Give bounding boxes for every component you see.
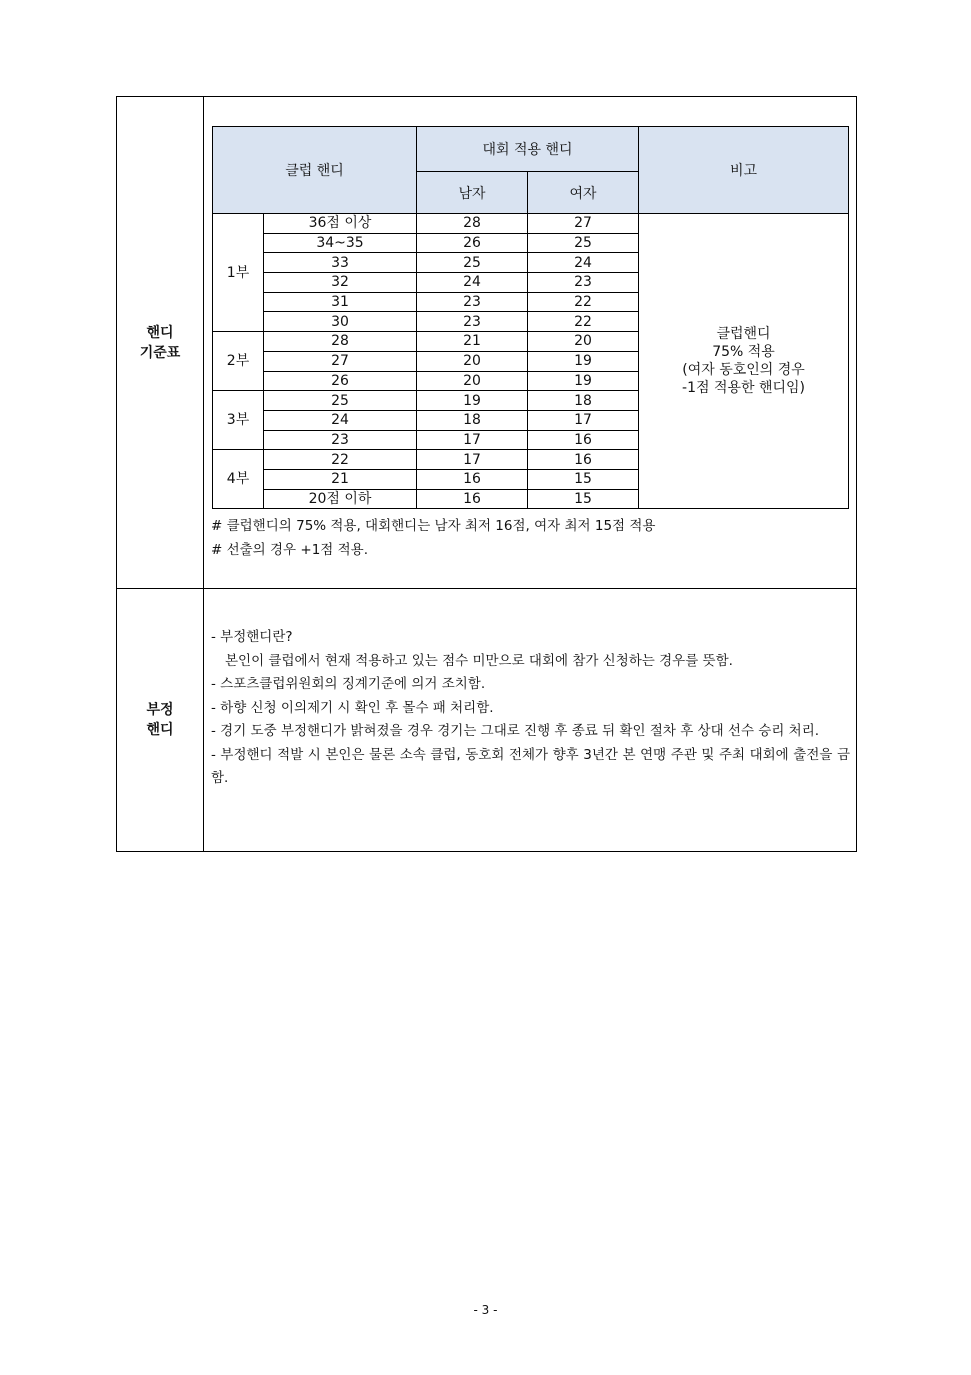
club-cell: 27 xyxy=(264,351,417,371)
header-tournament-handicap: 대회 적용 핸디 xyxy=(417,127,639,172)
male-cell: 21 xyxy=(417,332,528,352)
male-cell: 20 xyxy=(417,371,528,391)
club-cell: 20점 이하 xyxy=(264,489,417,509)
footnote: # 클럽핸디의 75% 적용, 대회핸디는 남자 최저 16점, 여자 최저 15점 적용 xyxy=(211,518,656,535)
club-cell: 31 xyxy=(264,292,417,312)
rule-line: 본인이 클럽에서 현재 적용하고 있는 점수 미만으로 대회에 참가 신청하는 경우를 뜻함. xyxy=(225,652,733,669)
female-cell: 19 xyxy=(528,351,639,371)
male-cell: 24 xyxy=(417,273,528,293)
club-cell: 22 xyxy=(264,450,417,470)
label-line: 부정 xyxy=(146,702,174,718)
male-cell: 17 xyxy=(417,450,528,470)
false-handicap-cell xyxy=(204,589,857,852)
female-cell: 22 xyxy=(528,312,639,332)
female-cell: 15 xyxy=(528,469,639,489)
note-line: -1점 적용한 핸디임) xyxy=(682,380,806,397)
footnote: # 선출의 경우 +1점 적용. xyxy=(211,542,368,559)
club-cell: 32 xyxy=(264,273,417,293)
note-line: (여자 동호인의 경우 xyxy=(682,362,805,379)
club-cell: 21 xyxy=(264,469,417,489)
header-note: 비고 xyxy=(639,127,849,214)
female-cell: 16 xyxy=(528,430,639,450)
male-cell: 26 xyxy=(417,233,528,253)
section-label-handicap-table xyxy=(117,97,204,589)
section-label-false-handicap xyxy=(117,589,204,852)
rule-line: - 스포츠클럽위원회의 징계기준에 의거 조치함. xyxy=(211,676,486,692)
club-cell: 28 xyxy=(264,332,417,352)
male-cell: 17 xyxy=(417,430,528,450)
club-cell: 24 xyxy=(264,410,417,430)
table-row xyxy=(213,214,849,234)
female-cell: 20 xyxy=(528,332,639,352)
female-cell: 22 xyxy=(528,292,639,312)
club-cell: 23 xyxy=(264,430,417,450)
note-line: 클럽핸디 xyxy=(716,326,771,343)
male-cell: 16 xyxy=(417,489,528,509)
club-cell: 36점 이상 xyxy=(264,214,417,234)
female-cell: 25 xyxy=(528,233,639,253)
rules-table xyxy=(116,96,857,852)
label-line: 핸디 xyxy=(146,324,174,341)
handicap-table-body xyxy=(213,214,849,509)
header-club-handicap: 클럽 핸디 xyxy=(213,127,417,214)
division-cell: 3부 xyxy=(213,391,264,450)
club-cell: 26 xyxy=(264,371,417,391)
female-cell: 17 xyxy=(528,410,639,430)
division-cell: 2부 xyxy=(213,332,264,391)
male-cell: 23 xyxy=(417,312,528,332)
female-cell: 16 xyxy=(528,450,639,470)
header-female: 여자 xyxy=(528,172,639,214)
club-cell: 25 xyxy=(264,391,417,411)
female-cell: 27 xyxy=(528,214,639,234)
female-cell: 23 xyxy=(528,273,639,293)
female-cell: 24 xyxy=(528,253,639,273)
note-cell xyxy=(639,214,849,509)
male-cell: 23 xyxy=(417,292,528,312)
male-cell: 25 xyxy=(417,253,528,273)
club-cell: 33 xyxy=(264,253,417,273)
handicap-table xyxy=(212,126,849,509)
female-cell: 18 xyxy=(528,391,639,411)
header-male: 남자 xyxy=(417,172,528,214)
rule-line: - 부정핸디란? xyxy=(211,629,293,645)
club-cell: 34~35 xyxy=(264,233,417,253)
handicap-table-cell xyxy=(204,97,857,589)
division-cell: 4부 xyxy=(213,450,264,509)
page-number: - 3 - xyxy=(473,1303,498,1317)
male-cell: 16 xyxy=(417,469,528,489)
label-line: 핸디 xyxy=(146,722,174,738)
false-handicap-text xyxy=(204,589,856,791)
rule-line: - 하향 신청 이의제기 시 확인 후 몰수 패 처리함. xyxy=(211,699,494,716)
female-cell: 19 xyxy=(528,371,639,391)
male-cell: 20 xyxy=(417,351,528,371)
club-cell: 30 xyxy=(264,312,417,332)
footnotes xyxy=(211,514,856,562)
female-cell: 15 xyxy=(528,489,639,509)
male-cell: 28 xyxy=(417,214,528,234)
division-cell: 1부 xyxy=(213,214,264,332)
rule-line: - 경기 도중 부정핸디가 밝혀졌을 경우 경기는 그대로 진행 후 종료 뒤 확인 절차 후 상대 선수 승리 처리. xyxy=(211,723,820,739)
label-line: 기준표 xyxy=(139,344,181,361)
note-line: 75% 적용 xyxy=(712,344,775,361)
male-cell: 19 xyxy=(417,391,528,411)
male-cell: 18 xyxy=(417,410,528,430)
rule-line: - 부정핸디 적발 시 본인은 물론 소속 클럽, 동호회 전체가 향후 3년간 본 연맹 주관 및 주최 대회에 출전을 금함. xyxy=(211,746,850,786)
